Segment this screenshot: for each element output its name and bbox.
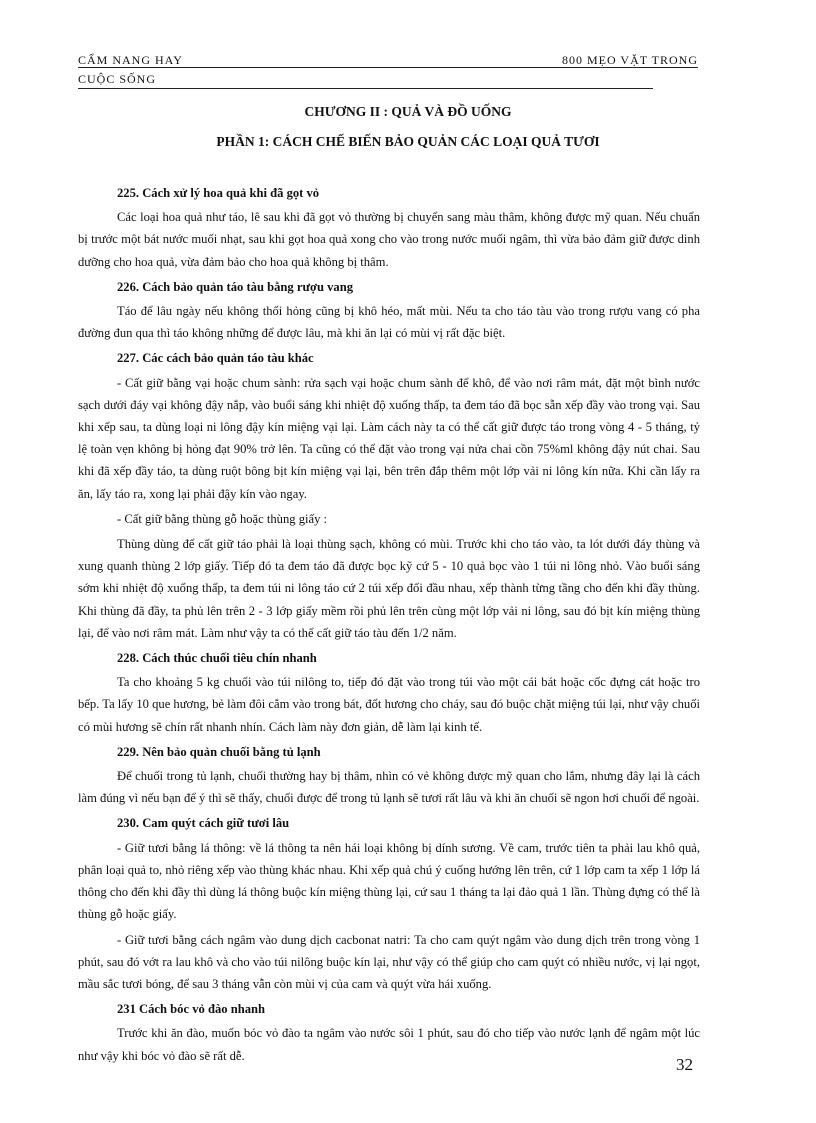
section-heading: 226. Cách bảo quản táo tàu bằng rượu vang (117, 279, 354, 294)
page-header-line2 (78, 72, 653, 89)
document-body (78, 180, 700, 1070)
section-heading: 229. Nên bảo quản chuối bằng tủ lạnh (117, 744, 321, 759)
section-heading: 231 Cách bóc vỏ đào nhanh (117, 1002, 266, 1017)
page-header (78, 51, 698, 68)
paragraph: - Cất giữ bằng vại hoặc chum sành: rửa sạch vại hoặc chum sành để khô, để vào nơi râm mát, đặt một bình nước sạch dưới đáy vại không đậy nắp, vào buổi sáng khi nhiệt độ xuống thấp, ta đem táo đã bọc sẵn xếp đầy vào trong vại. Sau khi xếp sau, ta dùng loại ni lông đậy kín miệng vại lại. Làm cách này ta có thể cất giữ được táo trong vòng 4 - 5 tháng, tỷ lệ toàn vẹn không bị hỏng đạt 90% trở lên. Ta cũng có thể đặt vào trong vại nửa chai cồn 75%ml không đậy nút chai. Sau khi đã xếp đầy táo, ta dùng ruột bông bịt kín miệng vại lại, bên trên đắp thêm một lớp vải ni lông kín nữa. Khi cần lấy ra ăn, lấy táo ra, xong lại phải đậy kín vào ngay. (78, 375, 700, 501)
page-number: 32 (676, 1055, 693, 1074)
paragraph: Để chuối trong tủ lạnh, chuối thường hay bị thâm, nhìn có vẻ không được mỹ quan cho lắm, nhưng đây lại là cách làm đúng vì nếu bạn để ý thì sẽ thấy, chuối được để trong tủ lạnh sẽ tươi rất lâu và khi ăn chuối sẽ ngon hơi chuối để ngoài. (78, 769, 700, 806)
section-heading: 227. Các cách bảo quản táo tàu khác (117, 351, 314, 366)
header-line2-text: CUỘC SỐNG (78, 72, 157, 86)
part-title: PHẦN 1: CÁCH CHẾ BIẾN BẢO QUẢN CÁC LOẠI QUẢ TƯƠI (216, 134, 600, 149)
paragraph: - Giữ tươi bằng cách ngâm vào dung dịch cacbonat natri: Ta cho cam quýt ngâm vào dung dịch trên trong vòng 1 phút, sau đó vớt ra lau khô và cho vào túi nilông buộc kín lại, như vậy có thể giúp cho cam quýt có nhiều nước, vị lại ngọt, mầu sắc tươi bóng, để sau 3 tháng vẫn còn mùi vị của cam và quýt vừa hái xuống. (78, 932, 700, 991)
section-heading: 230. Cam quýt cách giữ tươi lâu (117, 816, 290, 831)
header-right-text: 800 MẸO VẶT TRONG (561, 53, 698, 67)
paragraph: - Giữ tươi bằng lá thông: về lá thông ta nên hái loại không bị dính sương. Về cam, trước tiên ta phải lau khô quả, phân loại quả to, nhỏ riêng xếp vào thùng khác nhau. Khi xếp quả chú ý cuống hướng lên trên, cứ 1 lớp cam ta xếp 1 lớp lá thông cho đến khi đầy thì dùng lá thông buộc kín miệng thùng lại, cứ sau 1 tháng ta lại đảo quả 1 lần. Thùng đựng có thể là thùng gỗ hoặc giấy. (78, 840, 700, 922)
paragraph: Trước khi ăn đào, muốn bóc vỏ đào ta ngâm vào nước sôi 1 phút, sau đó cho tiếp vào nước lạnh để ngâm một lúc như vậy khi bóc vỏ đào sẽ rất dễ. (78, 1026, 700, 1063)
paragraph: Ta cho khoảng 5 kg chuối vào túi nilông to, tiếp đó đặt vào trong túi vào một cái bát hoặc cốc đựng cát hoặc tro bếp. Ta lấy 10 que hương, bẻ làm đôi cắm vào trong bát, đốt hương cho cháy, sau đó buộc chặt miệng túi lại, như vậy chuối có mùi hương sẽ chín rất nhanh nhín. Cách làm này đơn giản, dễ làm lại kinh tế. (78, 675, 700, 734)
chapter-title: CHƯƠNG II : QUẢ VÀ ĐỒ UỐNG (304, 104, 512, 119)
section-heading: 225. Cách xử lý hoa quả khi đã gọt vỏ (117, 186, 320, 200)
paragraph: - Cất giữ bằng thùng gỗ hoặc thùng giấy : (117, 511, 328, 526)
paragraph: Thùng dùng để cất giữ táo phải là loại thùng sạch, không có mùi. Trước khi cho táo vào, ta lót dưới đáy thùng và xung quanh thùng 2 lớp giấy. Tiếp đó ta đem táo đã được bọc kỹ cứ 5 - 10 quả bọc vào 1 túi ni lông nhỏ. Vào buổi sáng sớm khi nhiệt độ xuống thấp, ta đem túi ni lông táo cứ 2 túi xếp đối đầu nhau, xếp thành từng tầng cho đến khi đầy thùng. Khi thùng đã đầy, ta phủ lên trên 2 - 3 lớp giấy mềm rồi phủ lên trên cùng một lớp vải ni lông, sau đó bịt kín miệng thùng lại, để vào nơi râm mát. Làm như vậy ta có thể cất giữ táo tàu đến 1/2 năm. (78, 537, 700, 640)
paragraph: Các loại hoa quả như táo, lê sau khi đã gọt vỏ thường bị chuyển sang màu thâm, không được mỹ quan. Nếu chuẩn bị trước một bát nước muối nhạt, sau khi gọt hoa quả xong cho vào trong nước muối ngâm, thì vừa bảo đảm giữ được dinh dưỡng cho hoa quả, vừa đảm bảo cho hoa quả không bị thâm. (78, 210, 700, 269)
section-heading: 228. Cách thúc chuối tiêu chín nhanh (117, 651, 317, 666)
header-left-text: CẨM NANG HAY (78, 53, 183, 67)
paragraph: Táo để lâu ngày nếu không thối hỏng cũng bị khô héo, mất mùi. Nếu ta cho táo tàu vào trong rượu vang có pha đường đun qua thì táo không những để được lâu, mà khi ăn lại có mùi vị rất đặc biệt. (78, 304, 700, 341)
